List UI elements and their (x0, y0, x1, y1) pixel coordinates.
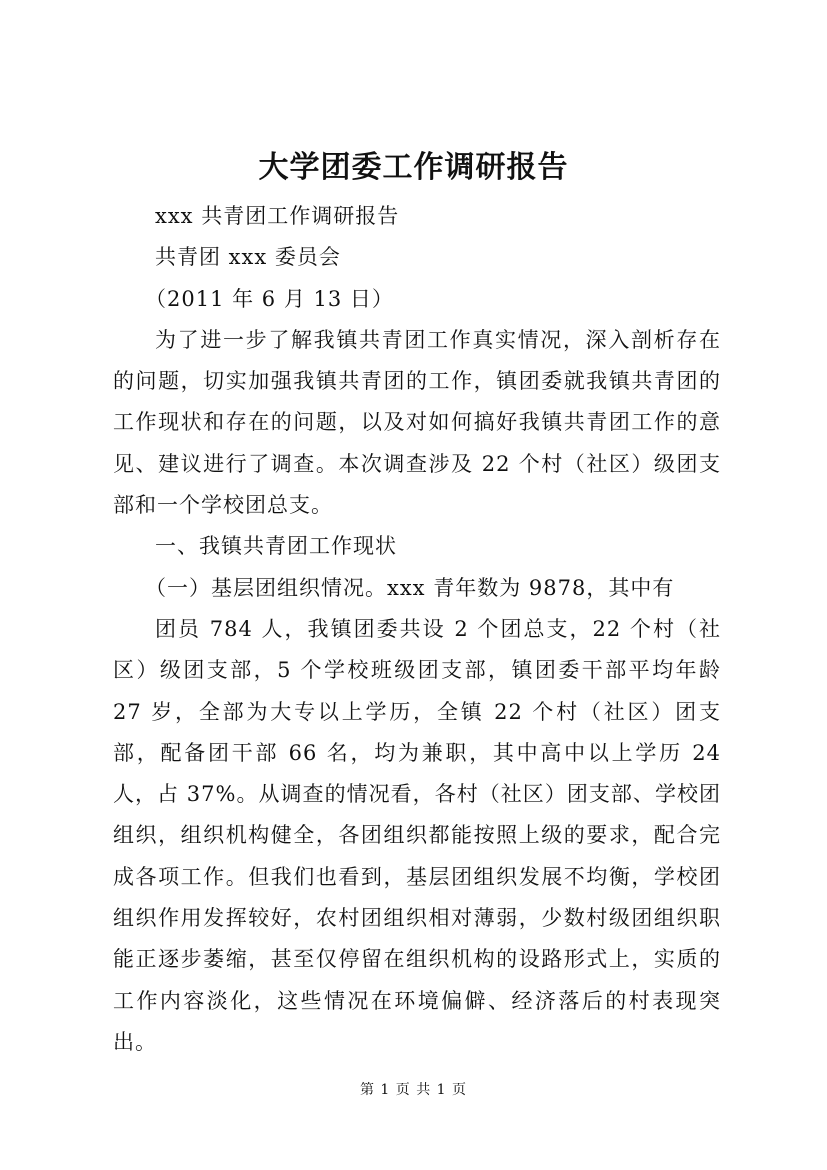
intro-paragraph: 为了进一步了解我镇共青团工作真实情况，深入剖析存在的问题，切实加强我镇共青团的工作，镇团委就我镇共青团的工作现状和存在的问题，以及对如何搞好我镇共青团工作的意见、建议进行了调查。本次调查涉及 22 个村（社区）级团支部和一个学校团总支。 (113, 327, 721, 518)
report-subtitle: xxx 共青团工作调研报告 (155, 204, 400, 228)
section-heading: 一、我镇共青团工作现状 (155, 534, 397, 559)
report-date: （2011 年 6 月 13 日） (145, 286, 394, 311)
organization-name: 共青团 xxx 委员会 (155, 245, 341, 270)
document-title: 大学团委工作调研报告 (258, 150, 569, 185)
document-body (113, 196, 721, 1063)
page-number: 第 1 页 共 1 页 (359, 1082, 468, 1098)
subsection-heading: （一）基层团组织情况。xxx 青年数为 9878，其中有 (145, 575, 675, 600)
detail-paragraph: 团员 784 人，我镇团委共设 2 个团总支，22 个村（社区）级团支部，5 个学校班级团支部，镇团委干部平均年龄 27 岁，全部为大专以上学历，全镇 22 个村（社区）团支部，配备团干部 66 名，均为兼职，其中高中以上学历 24 人，占 37%。从调查的情况看，各村（社区）团支部、学校团组织，组织机构健全，各团组织都能按照上级的要求，配合完成各项工作。但我们也看到，基层团组织发展不均衡，学校团组织作用发挥较好，农村团组织相对薄弱，少数村级团组织职能正逐步萎缩，甚至仅停留在组织机构的设路形式上，实质的工作内容淡化，这些情况在环境偏僻、经济落后的村表现突出。 (113, 616, 721, 1054)
